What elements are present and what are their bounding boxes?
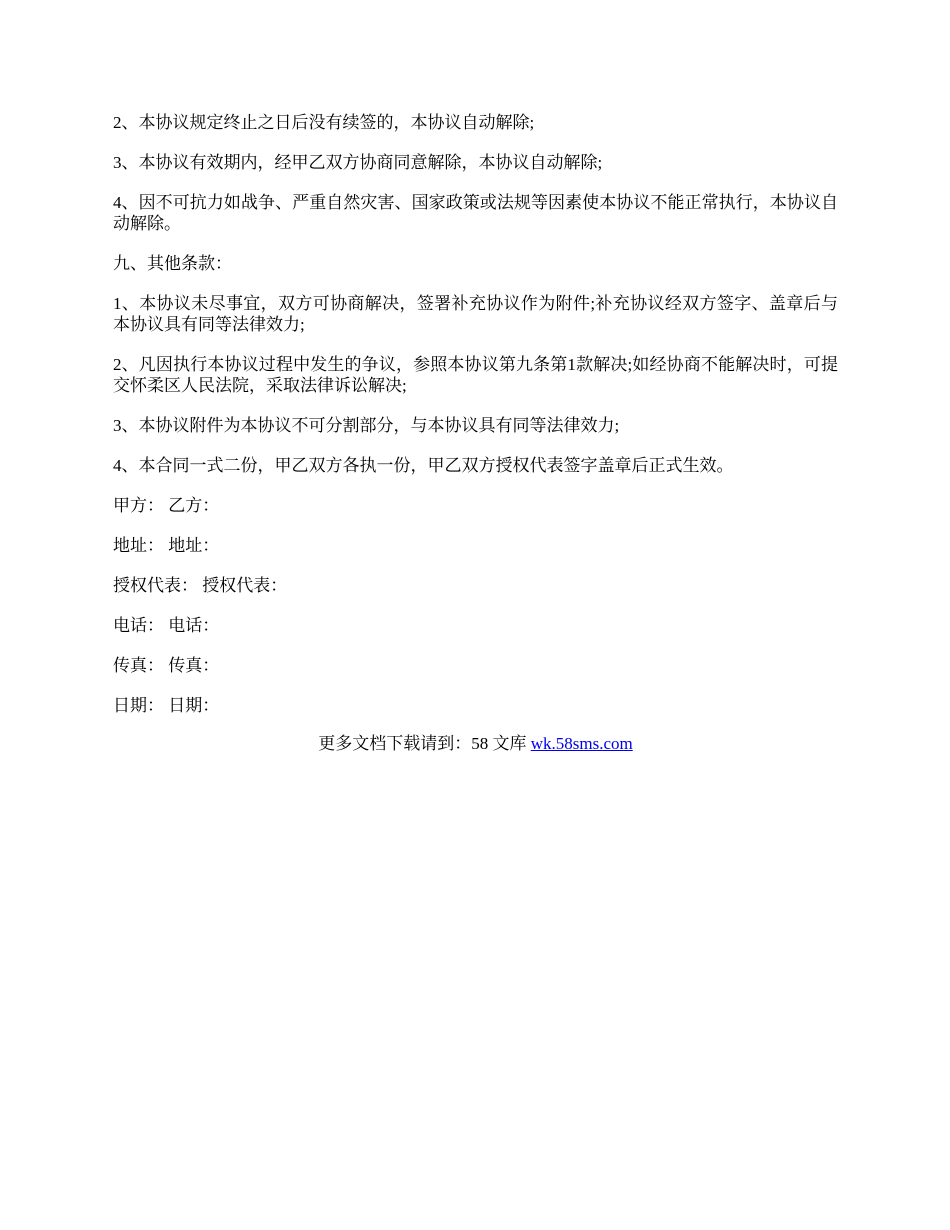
- clause-other-3: 3、本协议附件为本协议不可分割部分，与本协议具有同等法律效力;: [113, 416, 620, 435]
- clause-other-2: 2、凡因执行本协议过程中发生的争议，参照本协议第九条第1款解决;如经协商不能解决时，可提交怀柔区人民法院，采取法律诉讼解决;: [113, 355, 838, 395]
- clause-termination-2: 2、本协议规定终止之日后没有续签的，本协议自动解除;: [113, 113, 535, 132]
- clause-other-1: 1、本协议未尽事宜，双方可协商解决，签署补充协议作为附件;补充协议经双方签字、盖章后与本协议具有同等法律效力;: [113, 294, 838, 334]
- signature-party-line: 甲方： 乙方：: [113, 496, 220, 515]
- signature-fax-line: 传真： 传真：: [113, 656, 220, 675]
- clause-other-4: 4、本合同一式二份，甲乙双方各执一份，甲乙双方授权代表签字盖章后正式生效。: [113, 456, 734, 475]
- signature-date-line: 日期： 日期：: [113, 696, 220, 715]
- signature-address-line: 地址： 地址：: [113, 536, 220, 555]
- signature-representative-line: 授权代表： 授权代表：: [113, 576, 288, 595]
- download-footer: [113, 733, 838, 754]
- footer-link[interactable]: wk.58sms.com: [530, 734, 633, 753]
- section-heading-other-terms: 九、其他条款：: [113, 254, 232, 273]
- document-page: [113, 112, 838, 754]
- clause-termination-3: 3、本协议有效期内，经甲乙双方协商同意解除，本协议自动解除;: [113, 153, 603, 172]
- signature-phone-line: 电话： 电话：: [113, 616, 220, 635]
- clause-termination-4: 4、因不可抗力如战争、严重自然灾害、国家政策或法规等因素使本协议不能正常执行，本协议自动解除。: [113, 193, 838, 233]
- footer-text: 更多文档下载请到：58 文库: [318, 734, 531, 753]
